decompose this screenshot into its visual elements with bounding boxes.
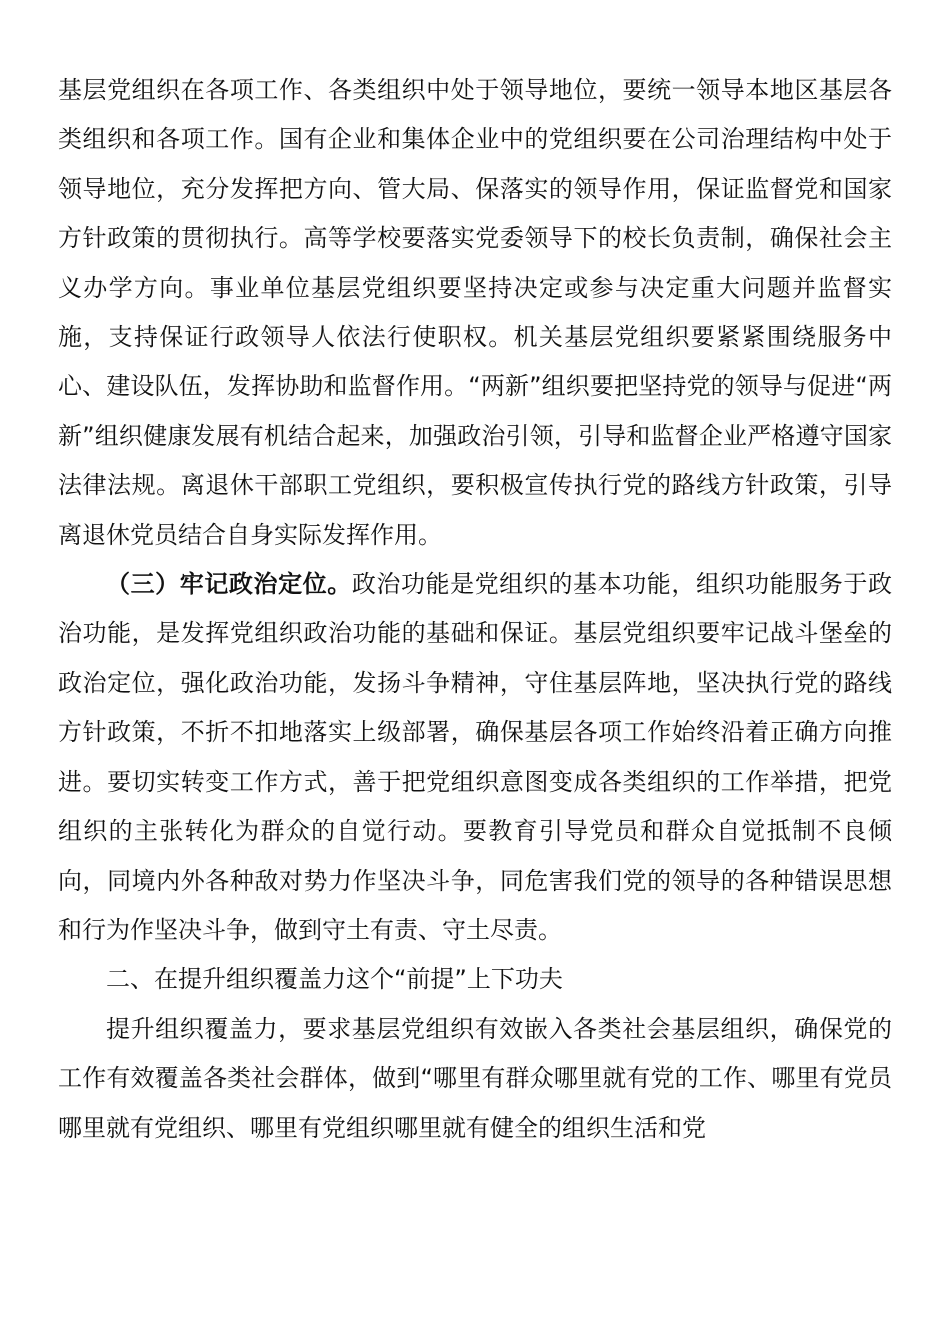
document-page [58, 66, 892, 1153]
paragraph-body: 政治功能是党组织的基本功能，组织功能服务于政治功能，是发挥党组织政治功能的基础和保证。基层党组织要牢记战斗堡垒的政治定位，强化政治功能，发扬斗争精神，守住基层阵地，坚决执行党的路线方针政策，不折不扣地落实上级部署，确保基层各项工作始终沿着正确方向推进。要切实转变工作方式，善于把党组织意图变成各类组织的工作举措，把党组织的主张转化为群众的自觉行动。要教育引导党员和群众自觉抵制不良倾向，同境内外各种敌对势力作坚决斗争，同危害我们党的领导的各种错误思想和行为作坚决斗争，做到守土有责、守土尽责。 [58, 570, 893, 944]
paragraph-leadership-roles: 基层党组织在各项工作、各类组织中处于领导地位，要统一领导本地区基层各类组织和各项工作。国有企业和集体企业中的党组织要在公司治理结构中处于领导地位，充分发挥把方向、管大局、保落实的领导作用，保证监督党和国家方针政策的贯彻执行。高等学校要落实党委领导下的校长负责制，确保社会主义办学方向。事业单位基层党组织要坚持决定或参与决定重大问题并监督实施，支持保证行政领导人依法行使职权。机关基层党组织要紧紧围绕服务中心、建设队伍，发挥协助和监督作用。“两新”组织要把坚持党的领导与促进“两新”组织健康发展有机结合起来，加强政治引领，引导和监督企业严格遵守国家法律法规。离退休干部职工党组织，要积极宣传执行党的路线方针政策，引导离退休党员结合自身实际发挥作用。 [58, 76, 892, 549]
subsection-heading: （三）牢记政治定位。 [106, 570, 352, 599]
paragraph-political-positioning [58, 560, 892, 955]
paragraph-organization-coverage: 提升组织覆盖力，要求基层党组织有效嵌入各类社会基层组织，确保党的工作有效覆盖各类社会群体，做到“哪里有群众哪里就有党的工作、哪里有党员哪里就有党组织、哪里有党组织哪里就有健全的组织生活和党 [58, 1014, 892, 1142]
section-heading: 二、在提升组织覆盖力这个“前提”上下功夫 [106, 965, 563, 994]
